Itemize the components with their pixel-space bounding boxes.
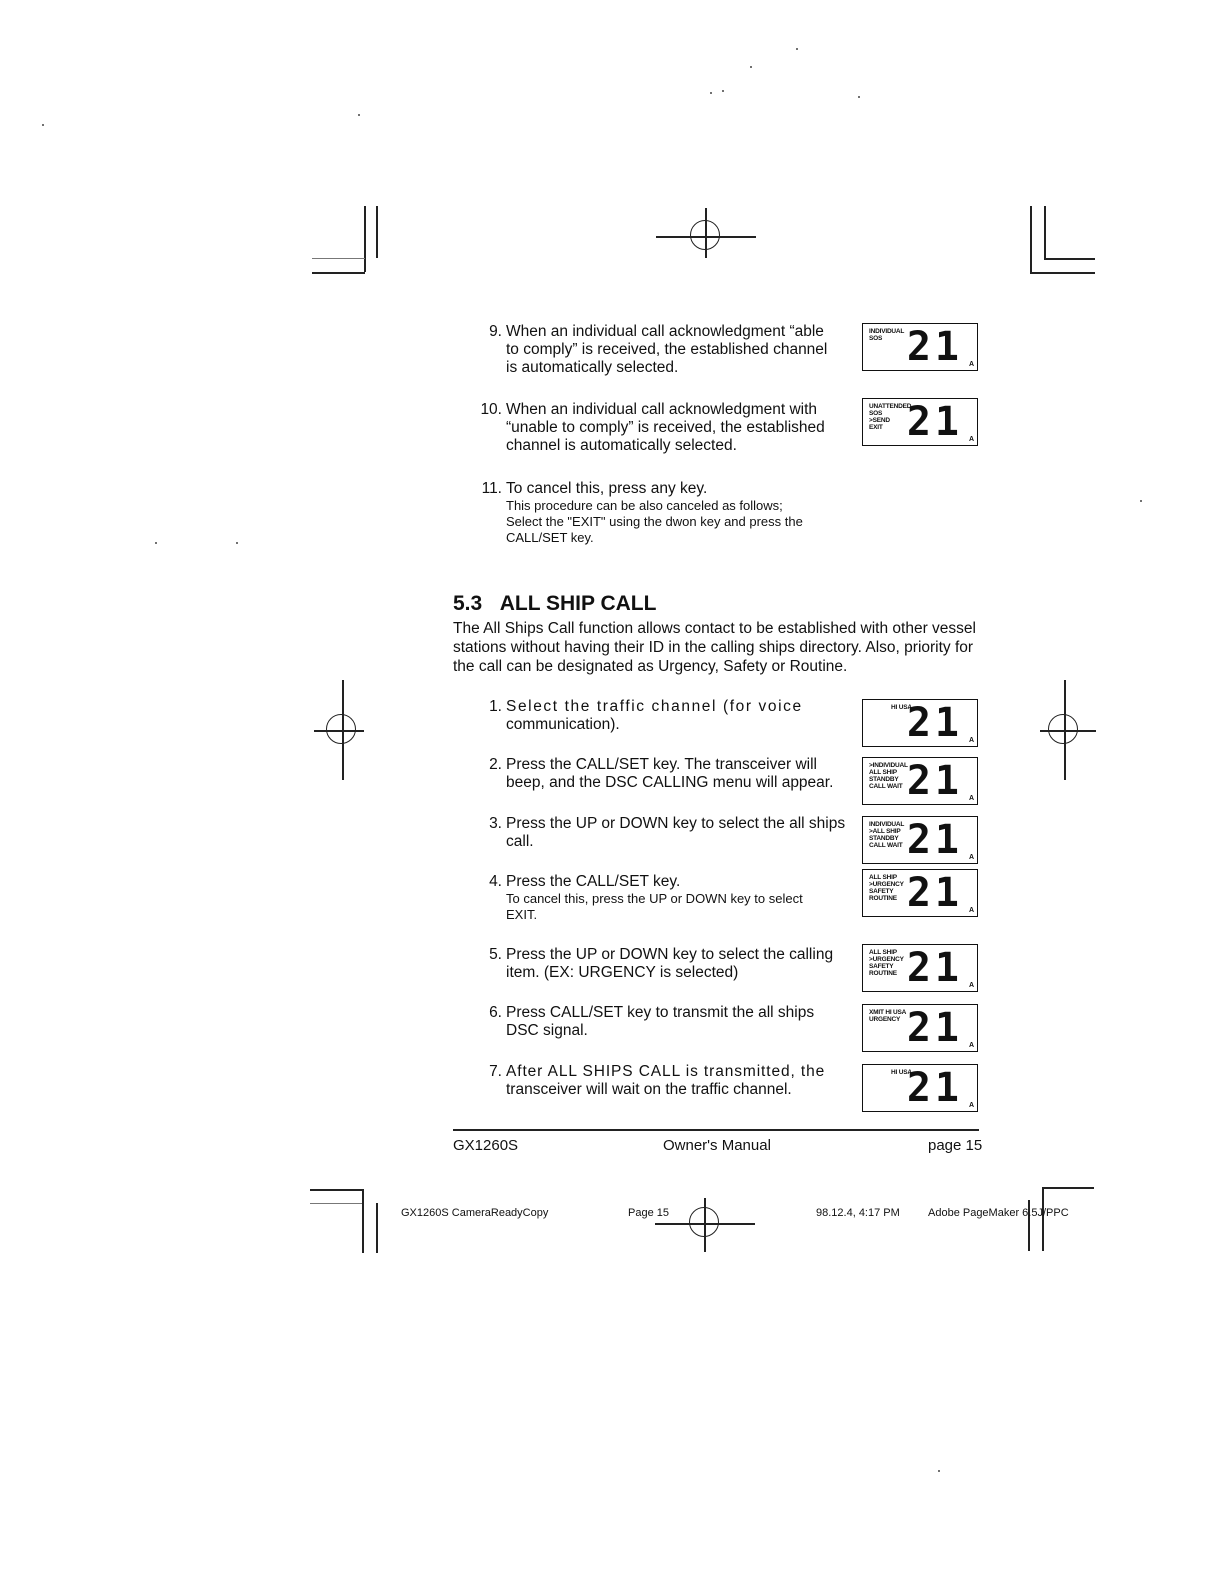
step-text: is automatically selected. (506, 359, 679, 376)
lcd-label: HI USA (891, 704, 912, 711)
lcd-suffix: A (968, 854, 974, 861)
lcd-channel: 21 (906, 700, 963, 746)
step-text: “unable to comply” is received, the established (506, 419, 825, 436)
step-text: communication). (506, 716, 620, 733)
step-note: To cancel this, press the UP or DOWN key to select (506, 891, 803, 906)
slug-timestamp: 98.12.4, 4:17 PM (816, 1207, 900, 1219)
step-text: to comply” is received, the established channel (506, 341, 828, 358)
lcd-channel: 21 (906, 945, 963, 991)
lcd-display-step-6 (862, 1004, 978, 1052)
step-text: When an individual call acknowledgment “able (506, 323, 824, 340)
footer-rule (453, 1129, 979, 1131)
lcd-label: HI USA (891, 1069, 912, 1076)
lcd-channel: 21 (906, 870, 963, 916)
step-text: After ALL SHIPS CALL is transmitted, the (506, 1063, 826, 1080)
step-number: 7. (489, 1063, 502, 1080)
step-number: 5. (489, 946, 502, 963)
lcd-channel: 21 (906, 324, 963, 370)
step-text: Press CALL/SET key to transmit the all ships (506, 1004, 815, 1021)
lcd-display-step-10 (862, 398, 978, 446)
lcd-label: INDIVIDUAL >ALL SHIP STANDBY CALL WAIT (869, 821, 905, 849)
lcd-suffix: A (968, 361, 974, 368)
step-text: Press the CALL/SET key. (506, 873, 681, 890)
slug-page: Page 15 (628, 1207, 669, 1219)
step-number: 10. (480, 401, 502, 418)
lcd-suffix: A (968, 436, 974, 443)
step-text: Press the UP or DOWN key to select the calling (506, 946, 834, 963)
step-number: 11. (481, 480, 502, 497)
lcd-channel: 21 (906, 399, 963, 445)
lcd-label: XMIT HI USA URGENCY (869, 1009, 907, 1023)
lcd-display-step-9 (862, 323, 978, 371)
lcd-channel: 21 (906, 817, 963, 863)
lcd-suffix: A (968, 982, 974, 989)
lcd-suffix: A (968, 1102, 974, 1109)
slug-file: GX1260S CameraReadyCopy (401, 1207, 549, 1219)
lcd-label: >INDIVIDUAL ALL SHIP STANDBY CALL WAIT (869, 762, 908, 790)
lcd-channel: 21 (906, 1005, 963, 1051)
step-note: Select the "EXIT" using the dwon key and press the (506, 514, 803, 529)
step-text: Press the UP or DOWN key to select the all ships (506, 815, 846, 832)
slug-app: Adobe PageMaker 6.5J/PPC (928, 1207, 1069, 1219)
lcd-label: ALL SHIP >URGENCY SAFETY ROUTINE (869, 949, 904, 977)
lcd-display-step-7 (862, 1064, 978, 1112)
lcd-display-step-5 (862, 944, 978, 992)
step-text: transceiver will wait on the traffic channel. (506, 1081, 792, 1098)
lcd-display-step-1 (862, 699, 978, 747)
step-number: 9. (489, 323, 502, 340)
step-text: channel is automatically selected. (506, 437, 737, 454)
step-number: 1. (489, 698, 502, 715)
step-text: DSC signal. (506, 1022, 588, 1039)
step-text: When an individual call acknowledgment with (506, 401, 818, 418)
lcd-suffix: A (968, 795, 974, 802)
lcd-display-step-3 (862, 816, 978, 864)
step-text: To cancel this, press any key. (506, 480, 708, 497)
lcd-label: INDIVIDUAL SOS (869, 328, 905, 342)
lcd-label: ALL SHIP >URGENCY SAFETY ROUTINE (869, 874, 904, 902)
lcd-display-step-2 (862, 757, 978, 805)
section-title: ALL SHIP CALL (499, 592, 657, 615)
lcd-suffix: A (968, 737, 974, 744)
step-text: Select the traffic channel (for voice (506, 698, 803, 715)
step-number: 6. (489, 1004, 502, 1021)
lcd-suffix: A (968, 907, 974, 914)
section-intro: The All Ships Call function allows contact to be established with other vessel stations without having their ID in the calling ships directory. Also, priority for the call can be designated as Urgency, Safety or Routine. (453, 620, 976, 675)
step-number: 4. (489, 873, 502, 890)
step-text: item. (EX: URGENCY is selected) (506, 964, 739, 981)
step-note: This procedure can be also canceled as follows; (506, 498, 783, 513)
step-text: call. (506, 833, 534, 850)
step-number: 2. (489, 756, 502, 773)
step-number: 3. (489, 815, 502, 832)
lcd-label: UNATTENDED SOS >SEND EXIT (869, 403, 912, 431)
section-heading (453, 592, 656, 616)
lcd-suffix: A (968, 1042, 974, 1049)
step-note: CALL/SET key. (506, 530, 594, 545)
footer-title: Owner's Manual (663, 1137, 771, 1154)
step-note: EXIT. (506, 907, 538, 922)
lcd-display-step-4 (862, 869, 978, 917)
footer-page: page 15 (928, 1137, 983, 1154)
section-number: 5.3 (453, 592, 483, 615)
step-text: Press the CALL/SET key. The transceiver will (506, 756, 817, 773)
step-text: beep, and the DSC CALLING menu will appear. (506, 774, 834, 791)
footer-model: GX1260S (453, 1137, 519, 1154)
lcd-channel: 21 (906, 758, 963, 804)
lcd-channel: 21 (906, 1065, 963, 1111)
